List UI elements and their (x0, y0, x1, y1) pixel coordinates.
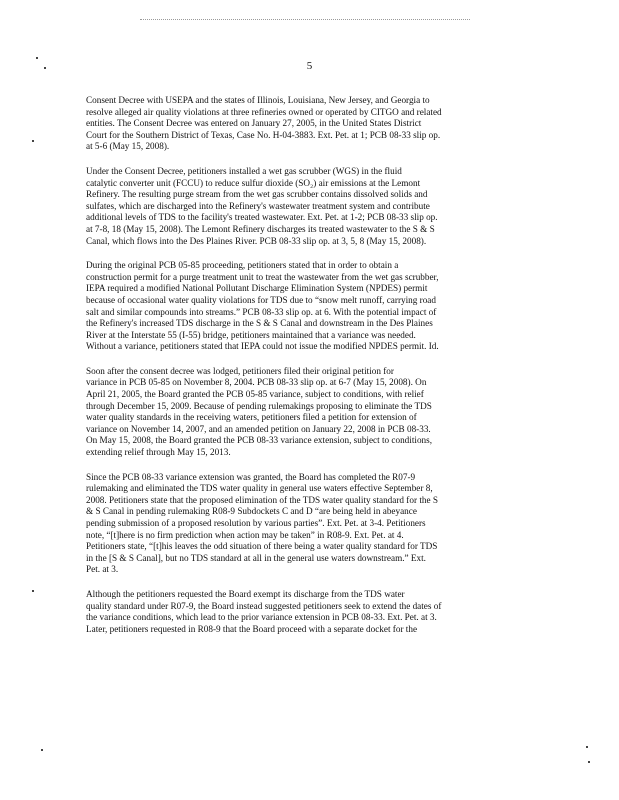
text-line: salt and similar compounds into streams.” PCB 08-33 slip op. at 6. With the potential impact of (86, 306, 437, 317)
paragraph-exemption-request (86, 589, 532, 635)
text-line: Canal, which flows into the Des Plaines River. PCB 08-33 slip op. at 3, 5, 8 (May 15, 2008). (86, 235, 427, 246)
text-line: in the [S & S Canal], but no TDS standard at all in the general use waters downstream.” Ext. (86, 552, 426, 563)
text-line: 2008. Petitioners state that the proposed elimination of the TDS water quality standard for the S (86, 494, 438, 505)
text-line: construction permit for a purge treatment unit to treat the wastewater from the wet gas scrubber, (86, 271, 439, 282)
text-line: sulfates, which are discharged into the Refinery's wastewater treatment system and contribute (86, 200, 430, 211)
paragraph-wet-gas-scrubber (86, 166, 532, 247)
text-line: resolve alleged air quality violations at three refineries owned or operated by CITGO and related (86, 106, 442, 117)
text-line: Court for the Southern District of Texas, Case No. H-04-3883. Ext. Pet. at 1; PCB 08-33 slip op. (86, 129, 441, 140)
text-line: because of occasional water quality violations for TDS due to “snow melt runoff, carrying road (86, 294, 436, 305)
text-line: additional levels of TDS to the facility's treated wastewater. Ext. Pet. at 1-2; PCB 08-33 slip op. (86, 212, 438, 223)
text-line: Pet. at 3. (86, 564, 119, 575)
text-line: quality standard under R07-9, the Board instead suggested petitioners seek to extend the dates of (86, 600, 442, 611)
text-line: the Refinery's increased TDS discharge in the S & S Canal and downstream in the Des Plaines (86, 318, 433, 329)
text-line: IEPA required a modified National Pollutant Discharge Elimination System (NPDES) permit (86, 283, 428, 294)
text-line: During the original PCB 05-85 proceeding, petitioners stated that in order to obtain a (86, 260, 399, 271)
text-line: at 7-8, 18 (May 15, 2008). The Lemont Refinery discharges its treated wastewater to the S & S (86, 223, 435, 234)
text-line: through December 15, 2009. Because of pending rulemakings proposing to eliminate the TDS (86, 400, 432, 411)
text-line: pending submission of a proposed resolution by various parties”. Ext. Pet. at 3-4. Petitioners (86, 518, 426, 528)
scan-top-edge (140, 19, 470, 20)
text-line: On May 15, 2008, the Board granted the PCB 08-33 variance extension, subject to conditions, (86, 435, 432, 446)
text-line: Soon after the consent decree was lodged, petitioners filed their original petition for (86, 365, 394, 376)
text-line: variance in PCB 05-85 on November 8, 2004. PCB 08-33 slip op. at 6-7 (May 15, 2008). On (86, 377, 427, 388)
text-line: Since the PCB 08-33 variance extension was granted, the Board has completed the R07-9 (86, 471, 416, 482)
text-line: rulemaking and eliminated the TDS water quality in general use waters effective September 8, (86, 483, 433, 494)
text-line: Petitioners state, “[t]his leaves the odd situation of there being a water quality standard for TDS (86, 541, 438, 552)
text-line: Without a variance, petitioners stated that IEPA could not issue the modified NPDES permit. Id. (86, 341, 439, 352)
scan-speck (588, 761, 590, 763)
text-line: River at the Interstate 55 (I-55) bridge, petitioners maintained that a variance was needed. (86, 329, 416, 340)
paragraph-consent-decree (86, 95, 532, 153)
text-line: note, “[t]here is no firm prediction when action may be taken” in R08-9. Ext. Pet. at 4. (86, 529, 404, 540)
text-line: & S Canal in pending rulemaking R08-9 Subdockets C and D “are being held in abeyance (86, 506, 417, 517)
paragraph-rulemaking (86, 472, 532, 576)
paragraph-original-proceeding (86, 260, 532, 353)
text-line: the variance conditions, which lead to the prior variance extension in PCB 08-33. Ext. Pet. at 3. (86, 612, 437, 623)
scan-speck (586, 746, 588, 748)
scan-speck (36, 57, 38, 59)
page-number: 5 (306, 60, 313, 72)
text-line: variance on November 14, 2007, and an amended petition on January 22, 2008 in PCB 08-33. (86, 423, 431, 434)
text-line: Although the petitioners requested the Board exempt its discharge from the TDS water (86, 588, 405, 599)
text-line: water quality standards in the receiving waters, petitioners filed a petition for extension of (86, 412, 417, 423)
text-line: April 21, 2005, the Board granted the PCB 05-85 variance, subject to conditions, with relief (86, 389, 424, 400)
text-line: Under the Consent Decree, petitioners installed a wet gas scrubber (WGS) in the fluid (86, 165, 402, 176)
document-body (86, 95, 532, 648)
text-line: Refinery. The resulting purge stream from the wet gas scrubber contains dissolved solids and (86, 189, 428, 200)
scan-speck (32, 590, 34, 592)
text-line: Later, petitioners requested in R08-9 that the Board proceed with a separate docket for the (86, 623, 418, 634)
text-line: at 5-6 (May 15, 2008). (86, 141, 170, 152)
text-line: entities. The Consent Decree was entered on January 27, 2005, in the United States District (86, 118, 422, 129)
scan-speck (32, 140, 34, 142)
paragraph-variance-history (86, 366, 532, 459)
text-line: extending relief through May 15, 2013. (86, 447, 231, 458)
scan-speck (41, 749, 43, 751)
text-line: catalytic converter unit (FCCU) to reduce sulfur dioxide (SO₂) air emissions at the Lemont (86, 177, 421, 188)
text-line: Consent Decree with USEPA and the states of Illinois, Louisiana, New Jersey, and Georgia to (86, 95, 430, 105)
